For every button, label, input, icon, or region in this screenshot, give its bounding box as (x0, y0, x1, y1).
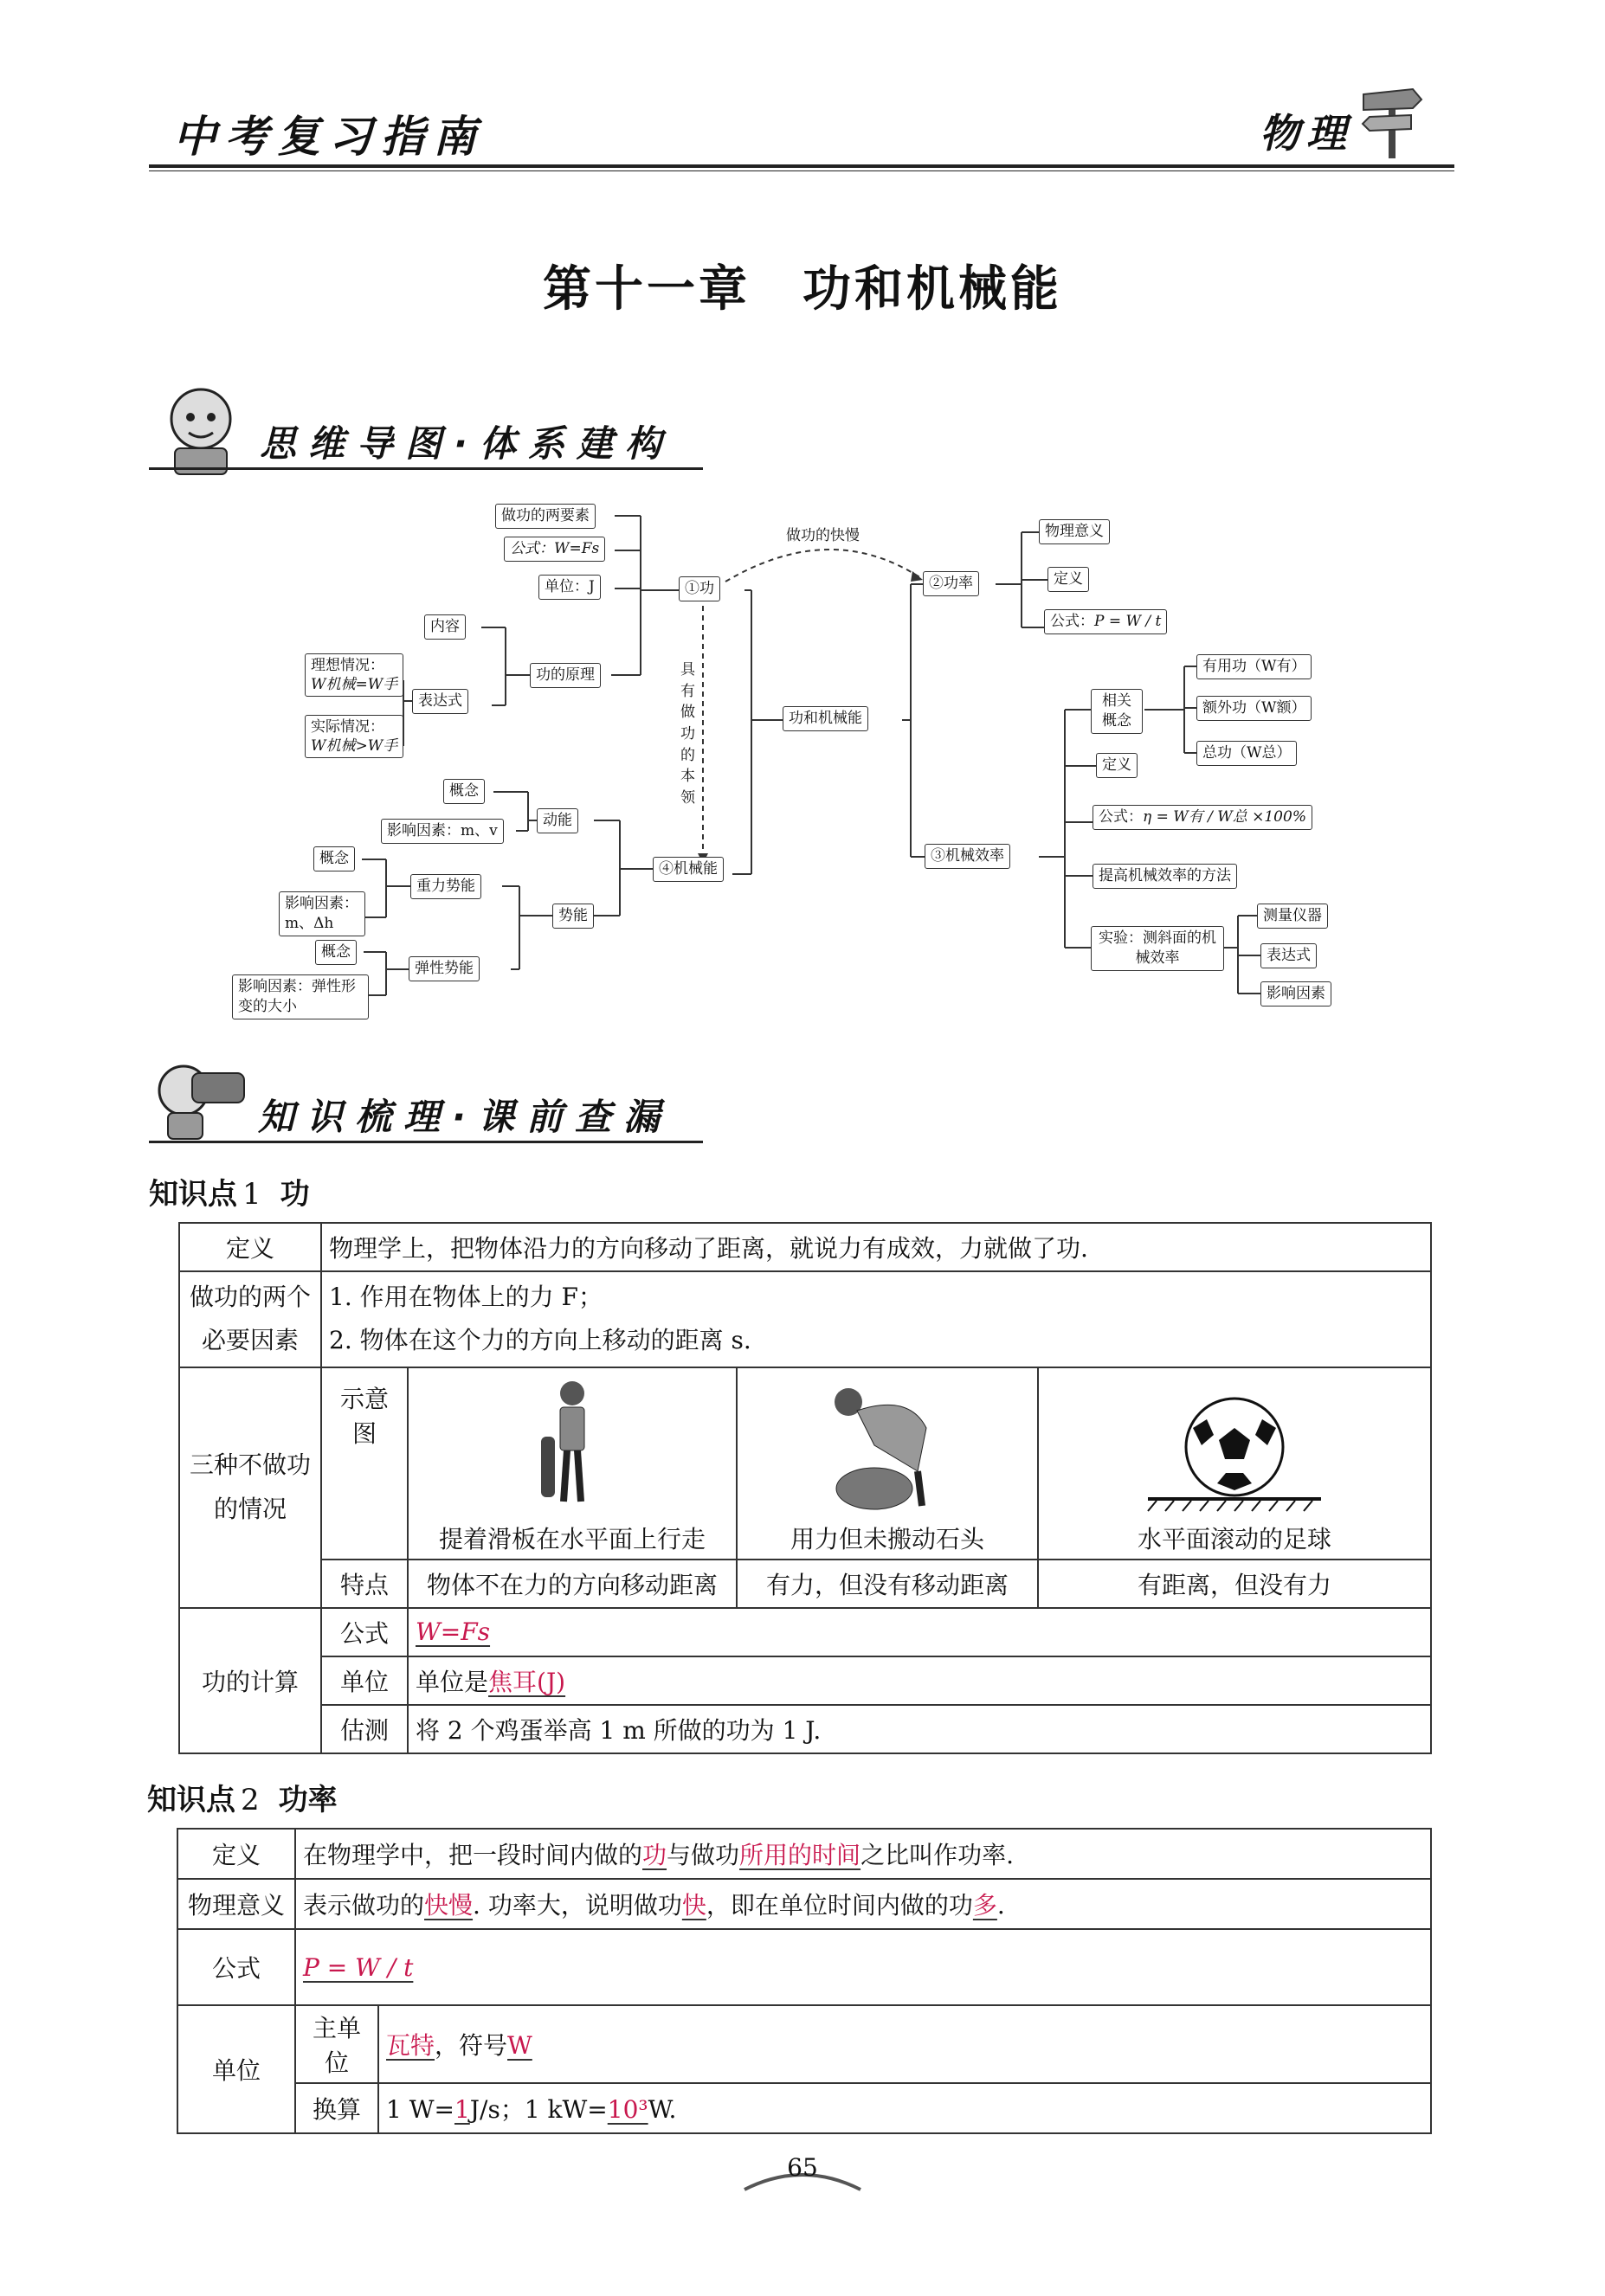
kp2-heading-number: 2 (241, 1783, 260, 1817)
kp2-formula-answer: P = W / t (303, 1952, 414, 1982)
mm-power-formula-value: P = W / t (1094, 613, 1162, 630)
mm-g-factors: 影响因素：m、Δh (279, 891, 365, 936)
kp1-heading-number: 1 (242, 1177, 261, 1212)
mm-ideal-label: 理想情况： (311, 657, 384, 674)
mm-extra-work: 额外功（W额） (1196, 696, 1312, 721)
kp2-meaning (295, 1879, 1431, 1929)
arrow-label-speed: 做功的快慢 (786, 527, 860, 544)
subject-title: 物理 (1260, 110, 1353, 157)
kp2-meaning-answer-1: 快慢 (424, 1891, 474, 1920)
kp2-def-p3: 之比叫作功率. (861, 1841, 1014, 1869)
mm-efficiency: ③机械效率 (925, 844, 1010, 869)
mm-work-formula: 公式：W=Fs (504, 537, 605, 562)
mm-e-concept: 概念 (315, 940, 357, 965)
mm-kinetic: 动能 (537, 808, 578, 833)
mm-content: 内容 (424, 614, 466, 640)
kp1-feature-1: 物体不在力的方向移动距离 (408, 1560, 737, 1608)
mindmap-banner: 思维导图·体系建构 (260, 422, 674, 465)
kp2-convert-p2: J/s；1 kW= (469, 2095, 608, 2124)
kp2-heading (147, 1776, 338, 1818)
review-banner: 知识梳理·课前查漏 (258, 1096, 672, 1138)
mm-mech-energy: ④机械能 (653, 857, 724, 882)
mm-ideal (305, 653, 403, 697)
person-pushing-rock-icon (814, 1376, 961, 1515)
mm-eff-definition: 定义 (1096, 753, 1138, 778)
kp2-heading-prefix: 知识点 (147, 1783, 235, 1817)
arrow-label-ability: 具有做功的本领 (680, 661, 695, 807)
kp1-heading (149, 1170, 310, 1212)
mm-experiment: 实验：测斜面的机械效率 (1091, 926, 1224, 971)
kp2-convert-p1: 1 W= (386, 2095, 454, 2124)
kp1-case-2 (737, 1367, 1038, 1560)
kp1-case-3-caption: 水平面滚动的足球 (1137, 1524, 1331, 1553)
mm-g-concept: 概念 (313, 846, 355, 871)
kp1-unit-answer: 焦耳(J) (488, 1667, 566, 1696)
person-walking-with-skateboard-icon (520, 1376, 624, 1515)
mm-useful-work: 有用功（W有） (1196, 654, 1312, 679)
kp1-unit-prefix: 单位是 (416, 1667, 489, 1696)
mm-actual (305, 715, 403, 758)
kp1-unit-label: 单位 (321, 1656, 408, 1705)
kp2-convert-answer-2: 10³ (607, 2095, 648, 2124)
kp2-def-p1: 在物理学中，把一段时间内做的 (303, 1841, 643, 1869)
kp2-meaning-answer-3: 多 (972, 1891, 997, 1920)
kp1-unit (408, 1656, 1431, 1705)
mm-ideal-eq: W机械=W手 (311, 676, 398, 694)
kp1-heading-prefix: 知识点 (149, 1177, 237, 1212)
kp1-case-3 (1038, 1367, 1431, 1560)
kp2-meaning-p4: . (996, 1891, 1005, 1920)
mm-eff-formula-label: 公式： (1099, 808, 1143, 826)
kp2-def-p2: 与做功 (667, 1841, 740, 1869)
kp1-feature-label: 特点 (321, 1560, 408, 1608)
chapter-title: 第十一章 功和机械能 (543, 261, 1062, 318)
mm-work: ①功 (679, 576, 720, 601)
kp2-main-unit-answer: 瓦特 (386, 2031, 435, 2060)
kp2-unit-label: 单位 (177, 2005, 295, 2133)
mind-map-connectors (0, 0, 1605, 1039)
mm-improve: 提高机械效率的方法 (1093, 864, 1237, 889)
mm-elastic: 弹性势能 (409, 956, 480, 981)
kp2-convert-answer-1: 1 (454, 2095, 470, 2124)
page-number: 65 (787, 2153, 818, 2182)
kp2-meaning-label: 物理意义 (177, 1879, 295, 1929)
mm-work-principle: 功的原理 (530, 663, 601, 688)
mm-e-factors: 影响因素：弹性形变的大小 (232, 974, 369, 1019)
mm-eff-formula-value: η = W有 / W总 ×100% (1143, 808, 1306, 826)
kp2-meaning-answer-2: 快 (681, 1891, 706, 1920)
mm-two-factors: 做功的两要素 (495, 504, 596, 529)
mm-work-unit: 单位：J (538, 575, 601, 600)
kp2-main-unit-label: 主单位 (295, 2005, 378, 2083)
mind-map (0, 0, 1605, 1039)
kp2-table (177, 1828, 1432, 2134)
kp2-meaning-p2: . 功率大，说明做功 (473, 1891, 682, 1920)
mm-k-factors: 影响因素：m、v (381, 819, 504, 844)
review-banner-underline (149, 1141, 703, 1143)
kp2-convert-p3: W. (648, 2095, 677, 2124)
mm-k-concept: 概念 (443, 779, 485, 804)
kp2-formula-label: 公式 (177, 1929, 295, 2005)
kp1-factors (321, 1271, 1431, 1367)
mm-expression: 表达式 (412, 689, 468, 714)
kp2-formula (295, 1929, 1431, 2005)
kp2-heading-title: 功率 (278, 1783, 338, 1817)
kp2-symbol-answer: W (507, 2031, 532, 2060)
mm-total-work: 总功（W总） (1196, 741, 1297, 766)
mm-gravitational: 重力势能 (410, 874, 481, 899)
kp2-def-answer-2: 所用的时间 (739, 1841, 861, 1869)
kp1-case-1 (408, 1367, 737, 1560)
kp2-def-label: 定义 (177, 1829, 295, 1879)
kp2-main-unit (378, 2005, 1431, 2083)
kp2-def (295, 1829, 1431, 1879)
kp2-convert-label: 换算 (295, 2083, 378, 2133)
mm-power: ②功率 (923, 571, 979, 596)
mm-power-formula (1044, 609, 1167, 634)
kp1-calc-label: 功的计算 (179, 1608, 321, 1753)
mm-physical-meaning: 物理意义 (1039, 519, 1110, 544)
kp1-def-label: 定义 (179, 1223, 321, 1271)
kp1-factors-label: 做功的两个必要因素 (179, 1271, 321, 1367)
kp1-case-2-caption: 用力但未搬动石头 (790, 1524, 984, 1553)
mm-expr2: 表达式 (1260, 943, 1317, 968)
kp1-diagram-label: 示意图 (321, 1367, 408, 1560)
kp1-factor-1: 1. 作用在物体上的力 F； (329, 1283, 603, 1311)
mm-actual-label: 实际情况： (311, 718, 384, 736)
kp1-feature-2: 有力，但没有移动距离 (737, 1560, 1038, 1608)
mm-potential: 势能 (552, 904, 594, 929)
mm-actual-eq: W机械>W手 (311, 737, 398, 756)
mm-center: 功和机械能 (783, 706, 868, 731)
kp2-meaning-p3: ，即在单位时间内做的功 (706, 1891, 973, 1920)
kp1-feature-3: 有距离，但没有力 (1038, 1560, 1431, 1608)
cartoon-telescope-icon (149, 1047, 253, 1142)
kp1-formula (408, 1608, 1431, 1656)
mm-definition: 定义 (1047, 567, 1089, 592)
kp1-cases-label: 三种不做功的情况 (179, 1367, 321, 1608)
kp1-estimate-label: 估测 (321, 1705, 408, 1753)
kp1-case-1-caption: 提着滑板在水平面上行走 (438, 1524, 706, 1553)
kp2-symbol-text: ，符号 (435, 2031, 508, 2060)
mm-power-formula-label: 公式： (1050, 613, 1094, 630)
kp2-def-answer-1: 功 (642, 1841, 667, 1869)
kp2-convert (378, 2083, 1431, 2133)
mm-factors: 影响因素 (1260, 981, 1331, 1007)
kp1-formula-answer: W=Fs (416, 1617, 491, 1647)
kp2-meaning-p1: 表示做功的 (303, 1891, 425, 1920)
kp1-factor-2: 2. 物体在这个力的方向上移动的距离 s. (329, 1326, 751, 1355)
soccer-ball-icon (1139, 1393, 1330, 1515)
mm-eff-formula (1093, 805, 1312, 830)
kp1-def-text: 物理学上，把物体沿力的方向移动了距离，就说力有成效，力就做了功. (321, 1223, 1431, 1271)
mm-instrument: 测量仪器 (1257, 904, 1328, 929)
book-title: 中考复习指南 (173, 112, 485, 162)
kp1-table (178, 1222, 1432, 1754)
mm-related-concepts: 相关概念 (1091, 689, 1143, 734)
kp1-heading-title: 功 (280, 1177, 310, 1212)
kp1-formula-label: 公式 (321, 1608, 408, 1656)
kp1-estimate-text: 将 2 个鸡蛋举高 1 m 所做的功为 1 J. (408, 1705, 1431, 1753)
